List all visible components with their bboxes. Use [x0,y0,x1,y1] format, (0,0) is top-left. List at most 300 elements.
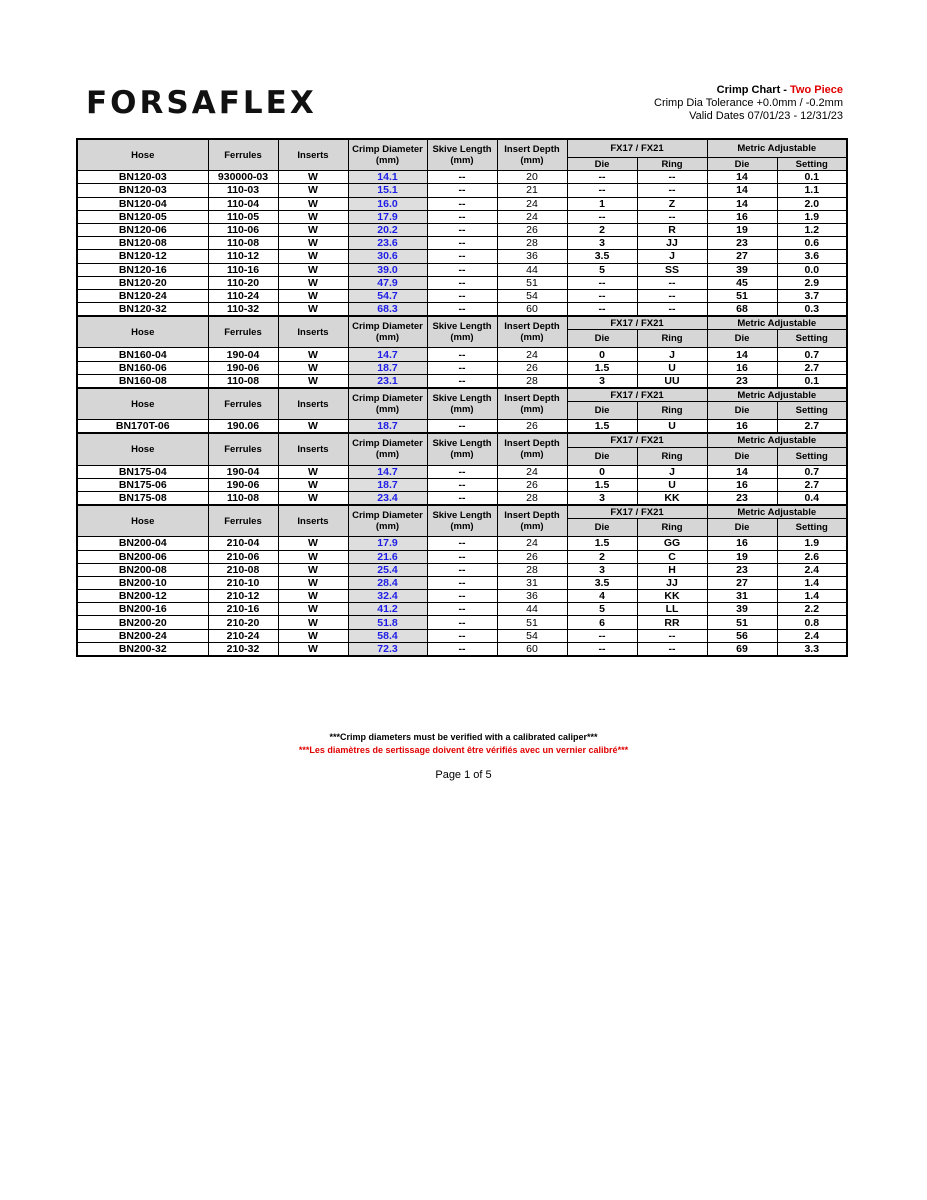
fx-ring-cell: J [637,348,707,361]
ferrule-cell: 210-10 [208,576,278,589]
fx-group-header: FX17 / FX21 [567,388,707,402]
column-label: Insert Depth [504,393,560,405]
col-crimp-diameter-header [348,316,427,348]
skive-length-cell: -- [427,537,497,550]
fx-die-cell: -- [567,171,637,184]
metric-die-header: Die [707,158,777,171]
hose-cell: BN200-06 [77,550,208,563]
column-label: Insert Depth [504,438,560,450]
insert-depth-cell: 24 [497,210,567,223]
skive-length-cell: -- [427,250,497,263]
chart-title: Crimp Chart - Two Piece [716,84,843,96]
metric-setting-header: Setting [777,330,847,348]
insert-depth-cell: 26 [497,478,567,491]
column-label: Crimp Diameter [352,393,423,405]
hose-cell: BN120-05 [77,210,208,223]
fx-ring-cell: -- [637,642,707,656]
table-row [77,478,847,491]
insert-cell: W [278,550,348,563]
metric-setting-cell: 2.4 [777,629,847,642]
insert-depth-cell: 24 [497,348,567,361]
metric-die-cell: 14 [707,465,777,478]
metric-setting-cell: 0.7 [777,348,847,361]
header-row [77,139,847,158]
column-label: Crimp Diameter [352,144,423,156]
insert-cell: W [278,629,348,642]
fx-die-cell: 0 [567,348,637,361]
metric-die-cell: 16 [707,537,777,550]
ferrule-cell: 210-32 [208,642,278,656]
metric-group-header: Metric Adjustable [707,505,847,519]
col-skive-length-header [427,388,497,420]
fx-ring-cell: LL [637,603,707,616]
insert-cell: W [278,642,348,656]
metric-setting-header: Setting [777,447,847,465]
hose-cell: BN120-16 [77,263,208,276]
ferrule-cell: 110-03 [208,184,278,197]
metric-die-cell: 39 [707,263,777,276]
metric-die-header: Die [707,519,777,537]
header-row [77,388,847,402]
insert-depth-cell: 26 [497,550,567,563]
col-skive-length-header [427,139,497,171]
insert-cell: W [278,491,348,505]
metric-die-header: Die [707,402,777,420]
insert-cell: W [278,420,348,434]
ferrule-cell: 110-24 [208,289,278,302]
fx-ring-cell: -- [637,210,707,223]
insert-cell: W [278,576,348,589]
metric-setting-cell: 1.4 [777,590,847,603]
fx-ring-cell: SS [637,263,707,276]
crimp-chart-table [76,138,848,657]
metric-setting-cell: 1.9 [777,210,847,223]
column-label: Insert Depth [504,321,560,333]
metric-die-cell: 16 [707,420,777,434]
insert-cell: W [278,171,348,184]
skive-length-cell: -- [427,374,497,388]
fx-ring-cell: Z [637,197,707,210]
insert-depth-cell: 51 [497,616,567,629]
col-inserts-header: Inserts [278,316,348,348]
hose-cell: BN120-12 [77,250,208,263]
skive-length-cell: -- [427,197,497,210]
col-inserts-header: Inserts [278,433,348,465]
table-row [77,616,847,629]
metric-die-cell: 31 [707,590,777,603]
ferrule-cell: 190-06 [208,361,278,374]
metric-setting-cell: 3.7 [777,289,847,302]
fx-ring-cell: -- [637,303,707,317]
metric-die-cell: 23 [707,237,777,250]
hose-cell: BN120-24 [77,289,208,302]
fx-die-header: Die [567,402,637,420]
skive-length-cell: -- [427,361,497,374]
table-row [77,276,847,289]
column-label: Crimp Diameter [352,321,423,333]
metric-setting-cell: 0.7 [777,465,847,478]
insert-depth-cell: 24 [497,465,567,478]
hose-cell: BN120-06 [77,223,208,236]
crimp-diameter-cell: 58.4 [348,629,427,642]
hose-cell: BN200-16 [77,603,208,616]
metric-die-cell: 23 [707,491,777,505]
skive-length-cell: -- [427,420,497,434]
crimp-diameter-cell: 18.7 [348,361,427,374]
metric-die-cell: 23 [707,374,777,388]
insert-depth-cell: 31 [497,576,567,589]
metric-setting-cell: 0.8 [777,616,847,629]
valid-dates: Valid Dates 07/01/23 - 12/31/23 [689,110,843,122]
crimp-diameter-cell: 30.6 [348,250,427,263]
metric-die-cell: 51 [707,289,777,302]
col-crimp-diameter-header [348,388,427,420]
ferrule-cell: 210-08 [208,563,278,576]
metric-die-header: Die [707,330,777,348]
fx-ring-header: Ring [637,330,707,348]
table-row [77,361,847,374]
metric-group-header: Metric Adjustable [707,433,847,447]
metric-die-cell: 56 [707,629,777,642]
insert-cell: W [278,374,348,388]
metric-die-cell: 39 [707,603,777,616]
metric-setting-cell: 1.2 [777,223,847,236]
col-hose-header: Hose [77,316,208,348]
fx-die-cell: 1.5 [567,361,637,374]
table-row [77,629,847,642]
fx-ring-cell: U [637,478,707,491]
unit-label: (mm) [450,449,474,461]
fx-die-cell: 3.5 [567,250,637,263]
fx-die-cell: 2 [567,550,637,563]
insert-cell: W [278,210,348,223]
skive-length-cell: -- [427,289,497,302]
fx-group-header: FX17 / FX21 [567,316,707,330]
ferrule-cell: 190-04 [208,348,278,361]
metric-group-header: Metric Adjustable [707,388,847,402]
col-hose-header: Hose [77,139,208,171]
unit-label: (mm) [520,521,544,533]
metric-setting-cell: 3.6 [777,250,847,263]
skive-length-cell: -- [427,603,497,616]
ferrule-cell: 210-20 [208,616,278,629]
fx-ring-cell: KK [637,590,707,603]
insert-depth-cell: 26 [497,223,567,236]
hose-cell: BN200-10 [77,576,208,589]
hose-cell: BN200-24 [77,629,208,642]
col-skive-length-header [427,433,497,465]
unit-label: (mm) [375,404,400,416]
ferrule-cell: 190.06 [208,420,278,434]
ferrule-cell: 190-06 [208,478,278,491]
ferrule-cell: 190-04 [208,465,278,478]
table-row [77,563,847,576]
skive-length-cell: -- [427,642,497,656]
insert-depth-cell: 20 [497,171,567,184]
insert-cell: W [278,537,348,550]
insert-depth-cell: 36 [497,590,567,603]
crimp-diameter-cell: 18.7 [348,478,427,491]
metric-die-cell: 69 [707,642,777,656]
skive-length-cell: -- [427,550,497,563]
fx-ring-cell: KK [637,491,707,505]
ferrule-cell: 110-12 [208,250,278,263]
insert-depth-cell: 60 [497,642,567,656]
table-row [77,590,847,603]
metric-setting-cell: 1.9 [777,537,847,550]
insert-depth-cell: 28 [497,237,567,250]
crimp-diameter-cell: 14.1 [348,171,427,184]
metric-setting-cell: 3.3 [777,642,847,656]
fx-ring-cell: -- [637,276,707,289]
table-row [77,550,847,563]
hose-cell: BN160-04 [77,348,208,361]
crimp-diameter-cell: 54.7 [348,289,427,302]
table-row [77,289,847,302]
insert-depth-cell: 26 [497,361,567,374]
skive-length-cell: -- [427,184,497,197]
fx-ring-cell: H [637,563,707,576]
column-label: Skive Length [432,393,492,405]
unit-label: (mm) [520,449,544,461]
table-row [77,303,847,317]
col-hose-header: Hose [77,388,208,420]
insert-cell: W [278,250,348,263]
fx-die-cell: 2 [567,223,637,236]
metric-setting-header: Setting [777,158,847,171]
skive-length-cell: -- [427,348,497,361]
hose-cell: BN120-08 [77,237,208,250]
col-ferrules-header: Ferrules [208,505,278,537]
skive-length-cell: -- [427,629,497,642]
col-skive-length-header [427,316,497,348]
table-row [77,197,847,210]
fx-die-cell: 0 [567,465,637,478]
crimp-diameter-cell: 51.8 [348,616,427,629]
insert-depth-cell: 36 [497,250,567,263]
table-row [77,420,847,434]
column-label: Crimp Diameter [352,438,423,450]
metric-die-cell: 14 [707,197,777,210]
header-row [77,505,847,519]
metric-die-cell: 16 [707,210,777,223]
ferrule-cell: 110-16 [208,263,278,276]
metric-die-cell: 19 [707,550,777,563]
fx-ring-cell: GG [637,537,707,550]
col-insert-depth-header [497,433,567,465]
col-insert-depth-header [497,505,567,537]
metric-setting-cell: 2.7 [777,420,847,434]
fx-group-header: FX17 / FX21 [567,433,707,447]
fx-die-cell: 6 [567,616,637,629]
metric-setting-cell: 2.0 [777,197,847,210]
chart-title-type: Two Piece [790,84,843,96]
insert-cell: W [278,616,348,629]
table-row [77,223,847,236]
crimp-diameter-cell: 41.2 [348,603,427,616]
fx-ring-cell: UU [637,374,707,388]
crimp-diameter-cell: 15.1 [348,184,427,197]
ferrule-cell: 210-24 [208,629,278,642]
fx-die-cell: 3 [567,563,637,576]
col-crimp-diameter-header [348,433,427,465]
crimp-diameter-cell: 39.0 [348,263,427,276]
tolerance-text: Crimp Dia Tolerance +0.0mm / -0.2mm [654,97,843,109]
column-label: Skive Length [432,144,492,156]
hose-cell: BN120-20 [77,276,208,289]
insert-depth-cell: 26 [497,420,567,434]
fx-die-cell: 5 [567,603,637,616]
fx-ring-cell: J [637,465,707,478]
table-row [77,576,847,589]
insert-depth-cell: 28 [497,374,567,388]
insert-depth-cell: 54 [497,289,567,302]
fx-group-header: FX17 / FX21 [567,505,707,519]
crimp-diameter-cell: 23.4 [348,491,427,505]
hose-cell: BN175-06 [77,478,208,491]
note-english: ***Crimp diameters must be verified with a calibrated caliper*** [329,732,598,742]
metric-setting-cell: 0.1 [777,374,847,388]
col-insert-depth-header [497,139,567,171]
crimp-diameter-cell: 14.7 [348,348,427,361]
metric-group-header: Metric Adjustable [707,139,847,158]
note-french: ***Les diamètres de sertissage doivent être vérifiés avec un vernier calibré*** [298,745,629,755]
crimp-diameter-cell: 68.3 [348,303,427,317]
insert-depth-cell: 44 [497,603,567,616]
skive-length-cell: -- [427,223,497,236]
fx-ring-cell: JJ [637,576,707,589]
metric-die-cell: 14 [707,171,777,184]
ferrule-cell: 110-04 [208,197,278,210]
skive-length-cell: -- [427,171,497,184]
hose-cell: BN120-32 [77,303,208,317]
table-row [77,348,847,361]
fx-die-cell: 1 [567,197,637,210]
ferrule-cell: 210-06 [208,550,278,563]
fx-ring-cell: -- [637,184,707,197]
col-insert-depth-header [497,316,567,348]
metric-setting-cell: 0.0 [777,263,847,276]
skive-length-cell: -- [427,210,497,223]
metric-setting-cell: 0.6 [777,237,847,250]
insert-cell: W [278,289,348,302]
insert-cell: W [278,223,348,236]
insert-cell: W [278,303,348,317]
column-label: Skive Length [432,438,492,450]
fx-ring-header: Ring [637,158,707,171]
fx-ring-cell: C [637,550,707,563]
crimp-diameter-cell: 28.4 [348,576,427,589]
fx-die-cell: 3.5 [567,576,637,589]
unit-label: (mm) [520,155,544,167]
skive-length-cell: -- [427,590,497,603]
hose-cell: BN170T-06 [77,420,208,434]
unit-label: (mm) [450,521,474,533]
fx-ring-header: Ring [637,402,707,420]
col-insert-depth-header [497,388,567,420]
insert-depth-cell: 24 [497,537,567,550]
hose-cell: BN175-08 [77,491,208,505]
column-label: Insert Depth [504,144,560,156]
fx-ring-cell: -- [637,289,707,302]
hose-cell: BN160-06 [77,361,208,374]
hose-cell: BN200-04 [77,537,208,550]
table-row [77,603,847,616]
page-number: Page 1 of 5 [435,769,492,781]
hose-cell: BN200-12 [77,590,208,603]
table-row [77,374,847,388]
table-row [77,184,847,197]
fx-die-cell: 3 [567,491,637,505]
metric-setting-cell: 2.9 [777,276,847,289]
col-ferrules-header: Ferrules [208,316,278,348]
insert-cell: W [278,465,348,478]
insert-cell: W [278,197,348,210]
table-row [77,263,847,276]
table-row [77,237,847,250]
col-inserts-header: Inserts [278,139,348,171]
caliper-notes [0,731,927,757]
fx-ring-cell: U [637,361,707,374]
crimp-diameter-cell: 17.9 [348,210,427,223]
insert-depth-cell: 44 [497,263,567,276]
metric-setting-header: Setting [777,402,847,420]
crimp-diameter-cell: 47.9 [348,276,427,289]
insert-cell: W [278,263,348,276]
column-label: Skive Length [432,321,492,333]
insert-cell: W [278,563,348,576]
metric-setting-cell: 0.4 [777,491,847,505]
table-row [77,491,847,505]
fx-ring-cell: -- [637,171,707,184]
insert-depth-cell: 21 [497,184,567,197]
hose-cell: BN200-20 [77,616,208,629]
col-inserts-header: Inserts [278,388,348,420]
fx-die-header: Die [567,158,637,171]
hose-cell: BN200-08 [77,563,208,576]
unit-label: (mm) [520,404,544,416]
unit-label: (mm) [450,404,474,416]
fx-ring-header: Ring [637,447,707,465]
insert-cell: W [278,237,348,250]
ferrule-cell: 110-08 [208,491,278,505]
ferrule-cell: 210-16 [208,603,278,616]
metric-setting-cell: 0.3 [777,303,847,317]
col-crimp-diameter-header [348,139,427,171]
metric-die-header: Die [707,447,777,465]
metric-die-cell: 16 [707,478,777,491]
ferrule-cell: 210-12 [208,590,278,603]
unit-label: (mm) [450,155,474,167]
fx-die-cell: -- [567,629,637,642]
metric-setting-cell: 2.4 [777,563,847,576]
skive-length-cell: -- [427,276,497,289]
insert-depth-cell: 51 [497,276,567,289]
metric-die-cell: 51 [707,616,777,629]
metric-die-cell: 27 [707,576,777,589]
insert-cell: W [278,276,348,289]
document-header [654,84,843,123]
metric-die-cell: 27 [707,250,777,263]
metric-die-cell: 14 [707,348,777,361]
fx-die-cell: -- [567,289,637,302]
fx-die-cell: 1.5 [567,537,637,550]
hose-cell: BN120-03 [77,171,208,184]
col-hose-header: Hose [77,433,208,465]
skive-length-cell: -- [427,263,497,276]
ferrule-cell: 110-20 [208,276,278,289]
crimp-diameter-cell: 72.3 [348,642,427,656]
